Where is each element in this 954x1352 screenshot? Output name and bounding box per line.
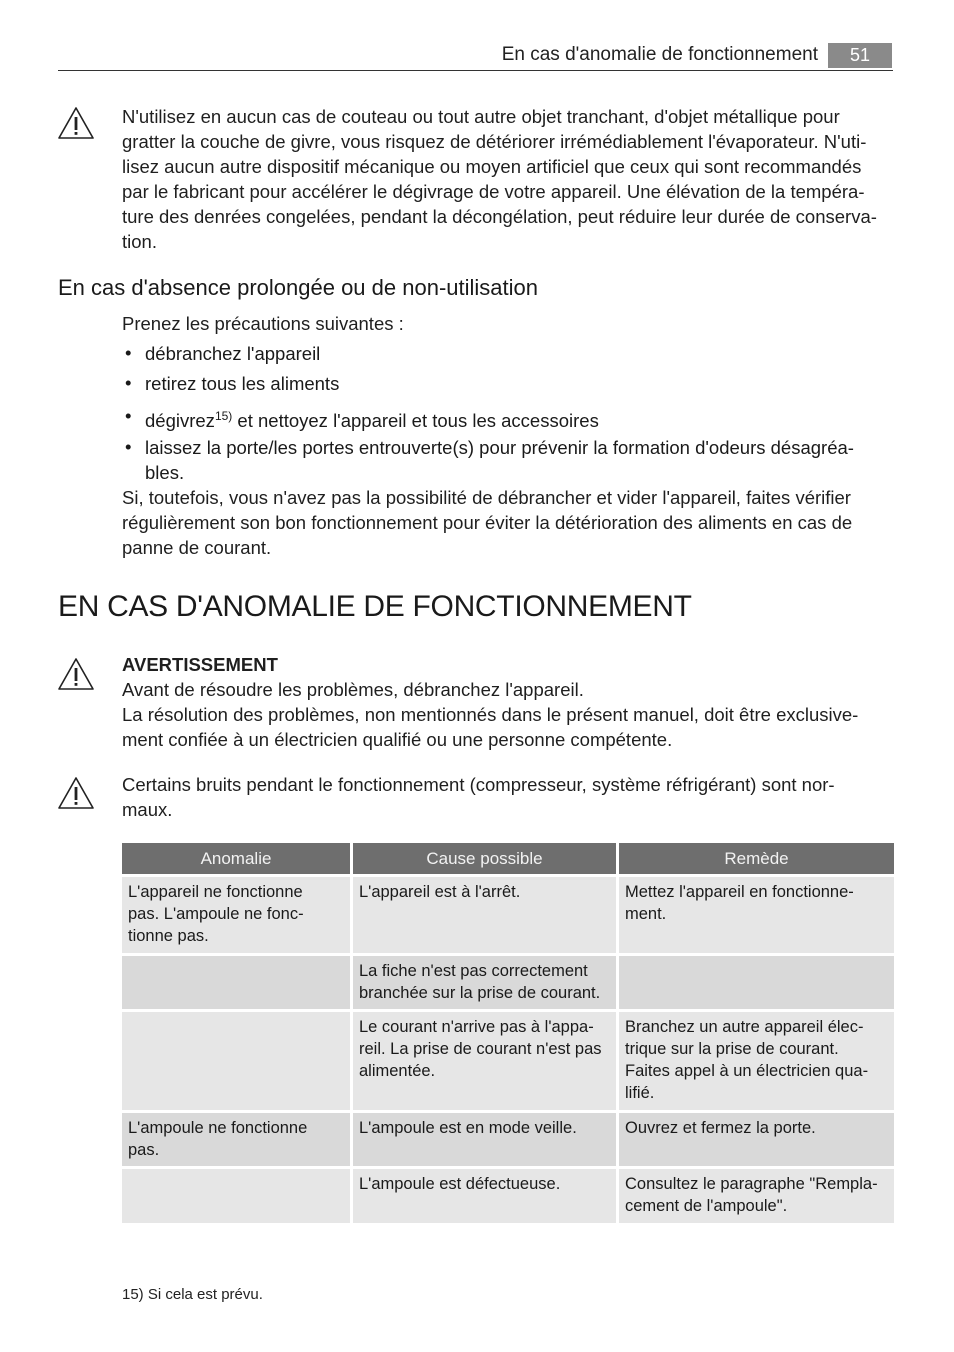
table-cell-cause: [353, 877, 616, 953]
section-heading-absence: En cas d'absence prolongée ou de non-utilisation: [58, 275, 538, 300]
footnote: 15) Si cela est prévu.: [122, 1286, 263, 1303]
cell-line: tionne pas.: [128, 927, 209, 945]
bullet-item: [125, 435, 854, 485]
cell-line: cement de l'ampoule".: [625, 1197, 788, 1215]
table-cell-anomaly: [122, 1012, 350, 1110]
cell-line: pas.: [128, 1141, 160, 1159]
bullet-dot-icon: •: [125, 436, 132, 457]
bullet-text: dégivrez: [145, 410, 215, 432]
running-header-title: En cas d'anomalie de fonctionnement: [501, 44, 818, 65]
table-cell-cause: [353, 1169, 616, 1223]
cell-line: Branchez un autre appareil élec-: [625, 1018, 864, 1036]
cell-line: alimentée.: [359, 1062, 436, 1080]
cell-line: branchée sur la prise de courant.: [359, 984, 601, 1002]
bullet-item: [125, 341, 321, 366]
absence-closing-paragraph: [122, 485, 852, 560]
text-line: ture des denrées congelées, pendant la décongélation, peut réduire leur durée de conserva-: [122, 206, 877, 227]
cell-line: L'ampoule ne fonctionne: [128, 1119, 308, 1137]
table-cell-anomaly: [122, 956, 350, 1009]
warning-title: AVERTISSEMENT: [122, 654, 278, 675]
warning-unplug-paragraph: [122, 652, 858, 752]
bullet-text: débranchez l'appareil: [145, 343, 321, 364]
text-line: tion.: [122, 231, 157, 252]
warning-noise-paragraph: [122, 772, 835, 822]
cell-line: trique sur la prise de courant.: [625, 1040, 839, 1058]
text-line: panne de courant.: [122, 537, 272, 558]
table-cell-remedy: [619, 956, 894, 1009]
bullet-text: laissez la porte/les portes entrouverte(s) pour prévenir la formation d'odeurs désagréa-: [145, 437, 854, 458]
header-divider: [58, 70, 893, 71]
table-cell-anomaly: [122, 1169, 350, 1223]
cell-line: La fiche n'est pas correctement: [359, 962, 588, 980]
table-cell-cause: [353, 1113, 616, 1166]
bullet-text: bles.: [145, 462, 185, 483]
bullet-item: [125, 371, 340, 396]
text-line: La résolution des problèmes, non mentionnés dans le présent manuel, doit être exclusive-: [122, 704, 859, 725]
cell-line: Ouvrez et fermez la porte.: [625, 1119, 816, 1137]
bullet-dot-icon: •: [125, 342, 132, 363]
warning-knife-paragraph: [122, 104, 877, 254]
table-cell-remedy: [619, 1169, 894, 1223]
cell-line: L'appareil ne fonctionne: [128, 883, 303, 901]
table-cell-remedy: [619, 1012, 894, 1110]
text-line: régulièrement son bon fonctionnement pour éviter la détérioration des aliments en cas de: [122, 512, 853, 533]
text-line: par le fabricant pour accélérer le dégivrage de votre appareil. Une élévation de la tempéra-: [122, 181, 865, 202]
text-line: gratter la couche de givre, vous risquez de détériorer irrémédiablement l'évaporateur. N'uti-: [122, 131, 867, 152]
table-cell-cause: [353, 956, 616, 1009]
absence-intro: Prenez les précautions suivantes :: [122, 313, 404, 334]
table-header-anomaly: Anomalie: [122, 843, 350, 874]
bullet-text: retirez tous les aliments: [145, 373, 340, 394]
cell-line: Mettez l'appareil en fonctionne-: [625, 883, 854, 901]
table-cell-anomaly: [122, 877, 350, 953]
bullet-item: [125, 404, 599, 433]
cell-line: pas. L'ampoule ne fonc-: [128, 905, 304, 923]
cell-line: L'ampoule est défectueuse.: [359, 1175, 561, 1193]
cell-line: L'appareil est à l'arrêt.: [359, 883, 521, 901]
cell-line: Faites appel à un électricien qua-: [625, 1062, 869, 1080]
table-header-remedy: Remède: [619, 843, 894, 874]
text-line: lisez aucun autre dispositif mécanique ou moyen artificiel que ceux qui sont recommandés: [122, 156, 862, 177]
table-header-cause: Cause possible: [353, 843, 616, 874]
text-line: Certains bruits pendant le fonctionnement (compresseur, système réfrigérant) sont nor-: [122, 774, 835, 795]
warning-triangle-icon: [57, 657, 95, 691]
bullet-text: et nettoyez l'appareil et tous les accessoires: [232, 410, 599, 432]
warning-triangle-icon: [57, 106, 95, 140]
bullet-dot-icon: •: [125, 372, 132, 393]
cell-line: L'ampoule est en mode veille.: [359, 1119, 577, 1137]
bullet-dot-icon: •: [125, 405, 132, 426]
text-line: N'utilisez en aucun cas de couteau ou tout autre objet tranchant, d'objet métallique pour: [122, 106, 840, 127]
footnote-ref: 15): [214, 409, 233, 423]
text-line: Si, toutefois, vous n'avez pas la possibilité de débrancher et vider l'appareil, faites vérifier: [122, 487, 851, 508]
page-number: 51: [828, 43, 892, 68]
cell-line: lifié.: [625, 1084, 655, 1102]
warning-triangle-icon: [57, 776, 95, 810]
cell-line: reil. La prise de courant n'est pas: [359, 1040, 602, 1058]
main-heading: EN CAS D'ANOMALIE DE FONCTIONNEMENT: [58, 590, 692, 623]
text-line: maux.: [122, 799, 173, 820]
table-cell-remedy: [619, 877, 894, 953]
text-line: ment confiée à un électricien qualifié ou une personne compétente.: [122, 729, 673, 750]
text-line: Avant de résoudre les problèmes, débranchez l'appareil.: [122, 679, 584, 700]
table-cell-anomaly: [122, 1113, 350, 1166]
cell-line: Le courant n'arrive pas à l'appa-: [359, 1018, 594, 1036]
cell-line: ment.: [625, 905, 667, 923]
table-cell-remedy: [619, 1113, 894, 1166]
table-cell-cause: [353, 1012, 616, 1110]
cell-line: Consultez le paragraphe "Rempla-: [625, 1175, 878, 1193]
